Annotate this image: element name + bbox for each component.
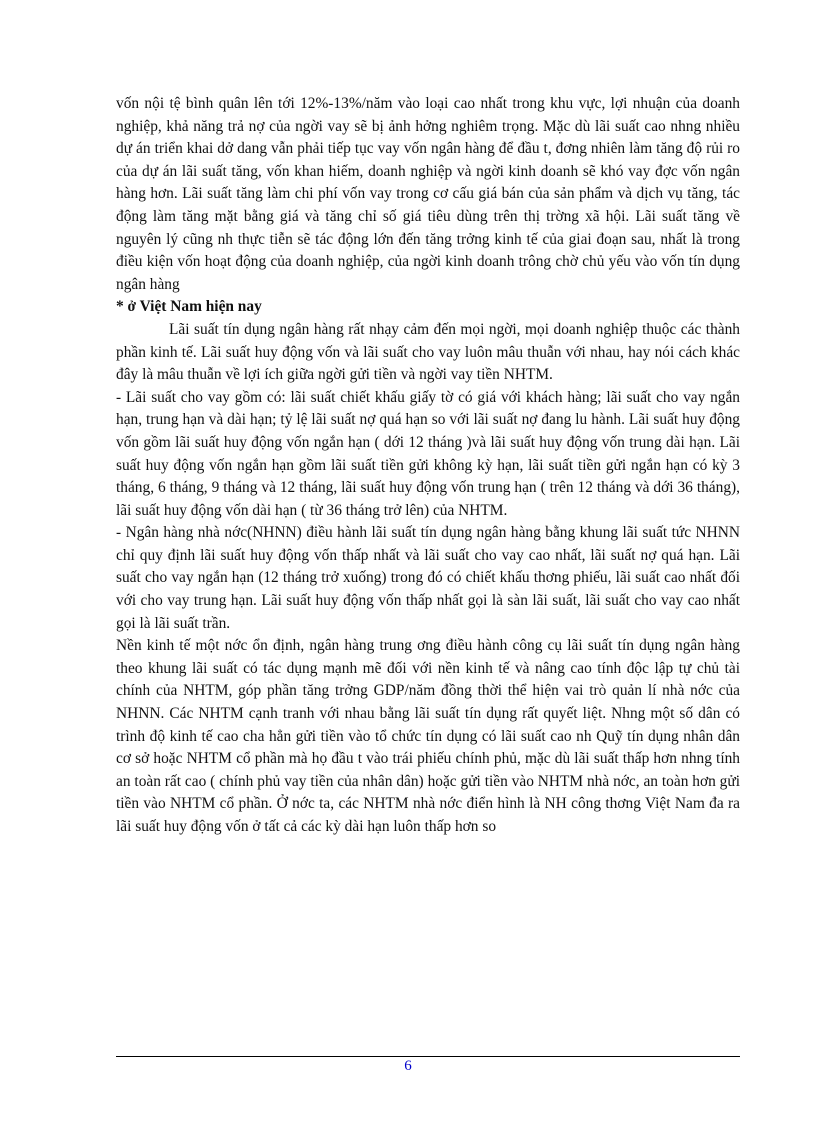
paragraph-interest-impact: vốn nội tệ bình quân lên tới 12%-13%/năm vào loại cao nhất trong khu vực, lợi nhuận của doanh nghiệp, khả năng trả nợ của ngời vay sẽ bị ảnh hởng nghiêm trọng. Mặc dù lãi suất cao nhng nhiều dự án triển khai dở dang vẫn phải tiếp tục vay vốn ngân hàng để đầu t, đơng nhiên làm tăng độ rủi ro của dự án lãi suất tăng, vốn khan hiếm, doanh nghiệp và ngời kinh doanh sẽ khó vay đợc vốn ngân hàng hơn. Lãi suất tăng làm chi phí vốn vay trong cơ cấu giá bán của sản phẩm và dịch vụ tăng, tác động làm tăng mặt bằng giá và tăng chỉ số giá tiêu dùng trên thị trờng xã hội. Lãi suất tăng về nguyên lý cũng nh thực tiễn sẽ tác động lớn đến tăng trởng kinh tế của giai đoạn sau, nhất là trong điều kiện vốn hoạt động của doanh nghiệp, của ngời kinh doanh trông chờ chủ yếu vào vốn tín dụng ngân hàng xyxy=(116,95,740,293)
section-heading: * ở Việt Nam hiện nay xyxy=(116,298,262,316)
page-number: 6 xyxy=(404,1058,412,1074)
footer-divider xyxy=(116,1056,740,1057)
document-body xyxy=(116,93,740,839)
paragraph-central-bank: - Ngân hàng nhà nớc(NHNN) điều hành lãi suất tín dụng ngân hàng bằng khung lãi suất tức NHNN chỉ quy định lãi suất huy động vốn thấp nhất và lãi suất cho vay cao nhất, lãi suất nợ quá hạn. Lãi suất cho vay ngắn hạn (12 tháng trở xuống) trong đó có chiết khấu thơng phiếu, lãi suất cao nhất đối với cho vay trung hạn. Lãi suất huy động vốn thấp nhất gọi là sàn lãi suất, lãi suất cho vay cao nhất gọi là lãi suất trần. xyxy=(116,524,740,632)
paragraph-lending-rates: - Lãi suất cho vay gồm có: lãi suất chiết khấu giấy tờ có giá với khách hàng; lãi suất cho vay ngắn hạn, trung hạn và dài hạn; tỷ lệ lãi suất nợ quá hạn so với lãi suất nợ đang lu hành. Lãi suất huy động vốn gồm lãi suất huy động vốn ngắn hạn ( dới 12 tháng )và lãi suất huy động vốn trung dài hạn. Lãi suất huy động vốn ngắn hạn gồm lãi suất tiền gửi không kỳ hạn, lãi suất tiền gửi ngắn hạn có kỳ 3 tháng, 6 tháng, 9 tháng và 12 tháng, lãi suất huy động vốn trung hạn ( trên 12 tháng và dới 36 tháng), lãi suất huy động vốn dài hạn ( từ 36 tháng trở lên) của NHTM. xyxy=(116,388,740,519)
paragraph-interest-sensitivity: Lãi suất tín dụng ngân hàng rất nhạy cảm đến mọi ngời, mọi doanh nghiệp thuộc các thành phần kinh tế. Lãi suất huy động vốn và lãi suất cho vay luôn mâu thuẫn với nhau, hay nói cách khác đây là mâu thuẫn về lợi ích giữa ngời gửi tiền và ngời vay tiền NHTM. xyxy=(116,320,740,384)
paragraph-economy: Nền kinh tế một nớc ổn định, ngân hàng trung ơng điều hành công cụ lãi suất tín dụng ngân hàng theo khung lãi suất có tác dụng mạnh mẽ đối với nền kinh tế và nâng cao tính độc lập tự chủ tài chính của NHTM, góp phần tăng trởng GDP/năm đồng thời thể hiện vai trò quản lí nhà nớc của NHNN. Các NHTM cạnh tranh với nhau bằng lãi suất tín dụng rất quyết liệt. Nhng một số dân có trình độ kinh tế cao cha hẳn gửi tiền vào tổ chức tín dụng có lãi suất cao nh Quỹ tín dụng nhân dân cơ sở hoặc NHTM cổ phần mà họ đầu t vào trái phiếu chính phủ, mặc dù lãi suất thấp hơn nhng tính an toàn rất cao ( chính phủ vay tiền của nhân dân) hoặc gửi tiền vào NHTM nhà nớc, an toàn hơn gửi tiền vào NHTM cổ phần. Ở nớc ta, các NHTM nhà nớc điển hình là NH công thơng Việt Nam đa ra lãi suất huy động vốn ở tất cả các kỳ dài hạn luôn thấp hơn so xyxy=(116,637,740,835)
